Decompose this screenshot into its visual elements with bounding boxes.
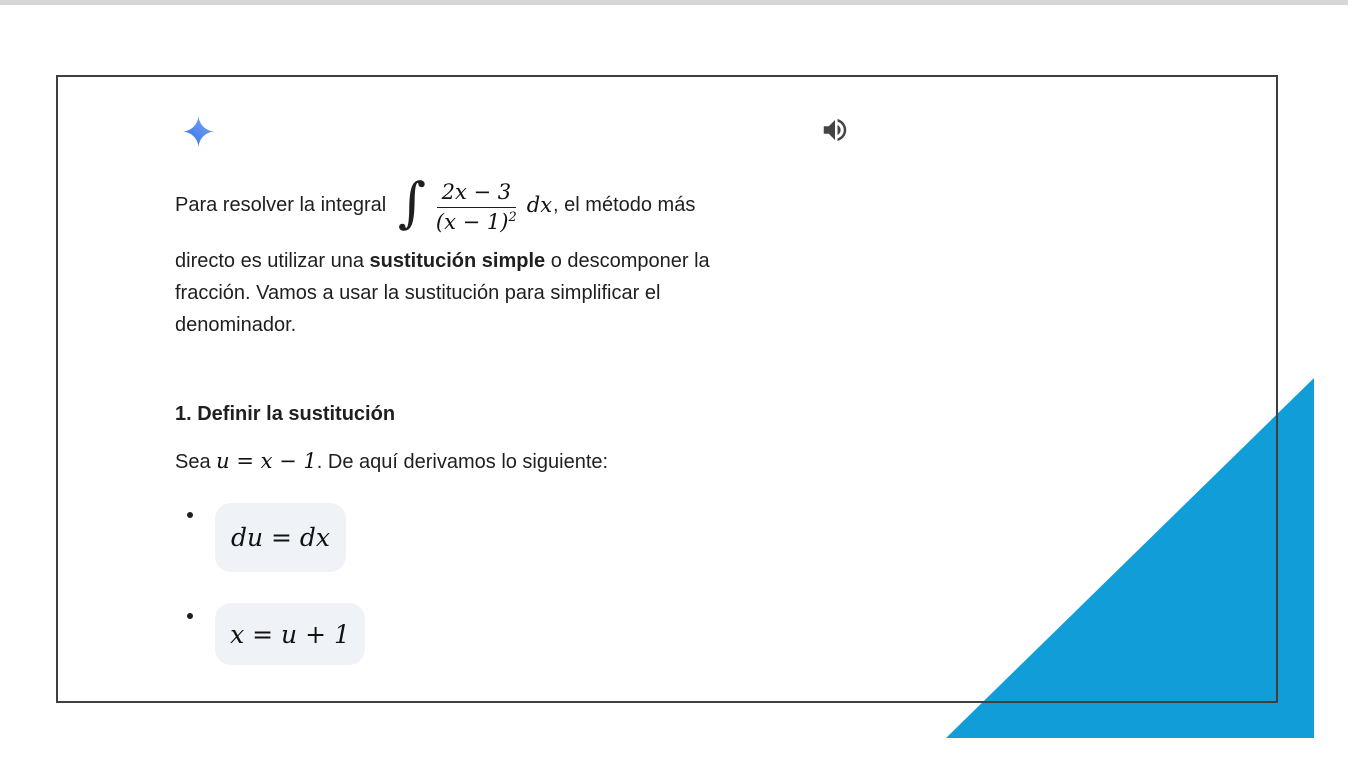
bullet-dot bbox=[187, 613, 193, 619]
section-heading: 1. Definir la sustitución bbox=[175, 403, 396, 425]
intro-line2: directo es utilizar una sustitución simple o descomponer la bbox=[175, 250, 710, 272]
chip-formula: x = u + 1 bbox=[230, 619, 350, 649]
intro-text-prefix: Para resolver la integral bbox=[175, 193, 392, 216]
intro-text-suffix: , el método más bbox=[553, 193, 696, 216]
bullet-dot bbox=[187, 512, 193, 518]
top-strip bbox=[0, 0, 1348, 5]
speaker-button[interactable] bbox=[818, 113, 852, 147]
bold-phrase: sustitución simple bbox=[369, 250, 546, 272]
intro-paragraph bbox=[175, 245, 795, 341]
volume-up-icon bbox=[820, 115, 850, 145]
math-chip bbox=[215, 503, 346, 572]
fraction bbox=[434, 180, 519, 234]
gemini-sparkle-icon bbox=[182, 115, 215, 148]
fraction-denominator: $(x - 1)^2$ bbox=[435, 210, 517, 234]
lead-math: u = x − 1 bbox=[216, 449, 317, 473]
intro-line3: fracción. Vamos a usar la sustitución para simplificar el bbox=[175, 282, 661, 304]
exponent: 2 bbox=[508, 210, 517, 225]
lead-sentence: Sea u = x − 1. De aquí derivamos lo siguiente: bbox=[175, 449, 609, 473]
intro-line-formula bbox=[175, 165, 695, 245]
fraction-numerator: 2x − 3 bbox=[437, 180, 517, 208]
intro-line4: denominador. bbox=[175, 314, 297, 336]
differential: dx bbox=[526, 193, 553, 217]
math-chip bbox=[215, 603, 365, 665]
integral-sign: ∫ bbox=[397, 171, 426, 234]
chip-formula: du = dx bbox=[230, 523, 331, 552]
